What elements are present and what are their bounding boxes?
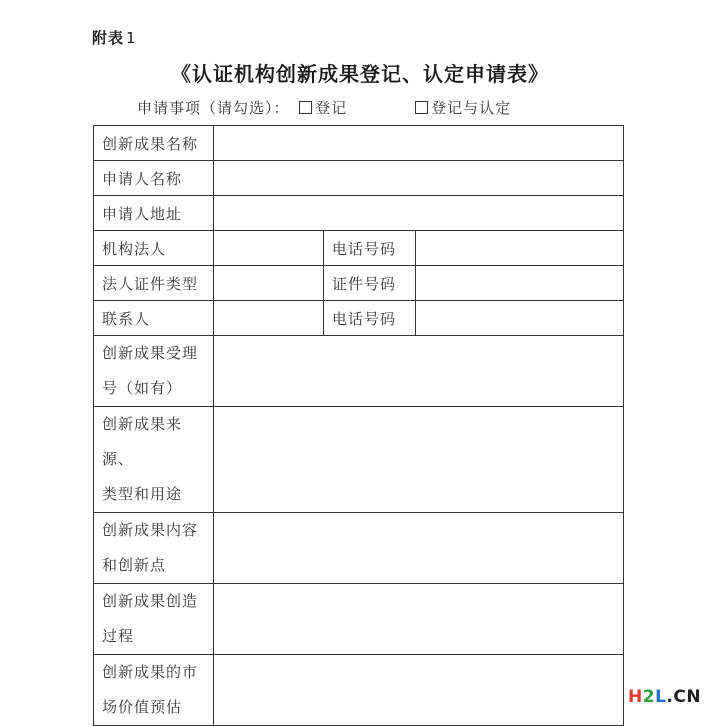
field-id-number[interactable] bbox=[416, 266, 624, 301]
table-row bbox=[94, 196, 624, 231]
label-market-value-line2: 场价值预估 bbox=[102, 698, 183, 716]
page-title: 《认证机构创新成果登记、认定申请表》 bbox=[171, 62, 549, 86]
table-row bbox=[94, 584, 624, 655]
label-source-line2: 类型和用途 bbox=[102, 485, 183, 503]
table-row bbox=[94, 231, 624, 266]
label-market-value bbox=[94, 655, 214, 726]
label-process bbox=[94, 584, 214, 655]
field-legal-rep[interactable] bbox=[214, 231, 324, 266]
label-legal-rep-id-type: 法人证件类型 bbox=[94, 266, 214, 301]
table-row bbox=[94, 161, 624, 196]
table-row bbox=[94, 513, 624, 584]
option-register-and-certify-label: 登记与认定 bbox=[431, 99, 512, 117]
label-acceptance-no-line2: 号（如有） bbox=[102, 379, 183, 397]
table-row bbox=[94, 336, 624, 407]
watermark-dot: . bbox=[666, 687, 674, 707]
table-row bbox=[94, 301, 624, 336]
watermark-h: H bbox=[628, 687, 643, 707]
label-contact: 联系人 bbox=[94, 301, 214, 336]
apply-items-label: 申请事项（请勾选）： bbox=[137, 99, 290, 117]
attachment-label-text: 附表 bbox=[92, 29, 125, 47]
field-market-value[interactable] bbox=[214, 655, 624, 726]
watermark-logo bbox=[628, 687, 701, 707]
checkbox-register[interactable] bbox=[299, 101, 312, 114]
label-acceptance-no bbox=[94, 336, 214, 407]
label-source bbox=[94, 407, 214, 513]
label-process-line2: 过程 bbox=[102, 627, 135, 645]
option-register-and-certify[interactable] bbox=[415, 97, 511, 118]
field-applicant-name[interactable] bbox=[214, 161, 624, 196]
apply-items-row bbox=[137, 97, 511, 118]
label-content-line1: 创新成果内容 bbox=[102, 521, 199, 539]
field-contact[interactable] bbox=[214, 301, 324, 336]
field-content[interactable] bbox=[214, 513, 624, 584]
label-phone-2: 电话号码 bbox=[324, 301, 416, 336]
table-row bbox=[94, 655, 624, 726]
label-applicant-address: 申请人地址 bbox=[94, 196, 214, 231]
option-register-label: 登记 bbox=[315, 99, 348, 117]
field-legal-rep-id-type[interactable] bbox=[214, 266, 324, 301]
field-achievement-name[interactable] bbox=[214, 126, 624, 161]
label-legal-rep: 机构法人 bbox=[94, 231, 214, 266]
watermark-cn: CN bbox=[673, 687, 702, 707]
option-register[interactable] bbox=[299, 97, 347, 118]
field-process[interactable] bbox=[214, 584, 624, 655]
label-achievement-name: 创新成果名称 bbox=[94, 126, 214, 161]
table-row bbox=[94, 266, 624, 301]
label-id-number: 证件号码 bbox=[324, 266, 416, 301]
label-content-line2: 和创新点 bbox=[102, 556, 167, 574]
application-form-table bbox=[93, 125, 624, 726]
table-row bbox=[94, 126, 624, 161]
label-market-value-line1: 创新成果的市 bbox=[102, 663, 199, 681]
attachment-label bbox=[92, 27, 137, 48]
label-process-line1: 创新成果创造 bbox=[102, 592, 199, 610]
table-row bbox=[94, 407, 624, 513]
label-source-line1: 创新成果来源、 bbox=[102, 415, 183, 468]
watermark-l: L bbox=[655, 687, 667, 707]
label-acceptance-no-line1: 创新成果受理 bbox=[102, 344, 199, 362]
field-source[interactable] bbox=[214, 407, 624, 513]
field-applicant-address[interactable] bbox=[214, 196, 624, 231]
watermark-2: 2 bbox=[642, 687, 656, 707]
field-acceptance-no[interactable] bbox=[214, 336, 624, 407]
label-phone-1: 电话号码 bbox=[324, 231, 416, 266]
attachment-number: 1 bbox=[126, 29, 137, 47]
field-phone-2[interactable] bbox=[416, 301, 624, 336]
label-content bbox=[94, 513, 214, 584]
label-applicant-name: 申请人名称 bbox=[94, 161, 214, 196]
checkbox-register-and-certify[interactable] bbox=[415, 101, 428, 114]
field-phone-1[interactable] bbox=[416, 231, 624, 266]
